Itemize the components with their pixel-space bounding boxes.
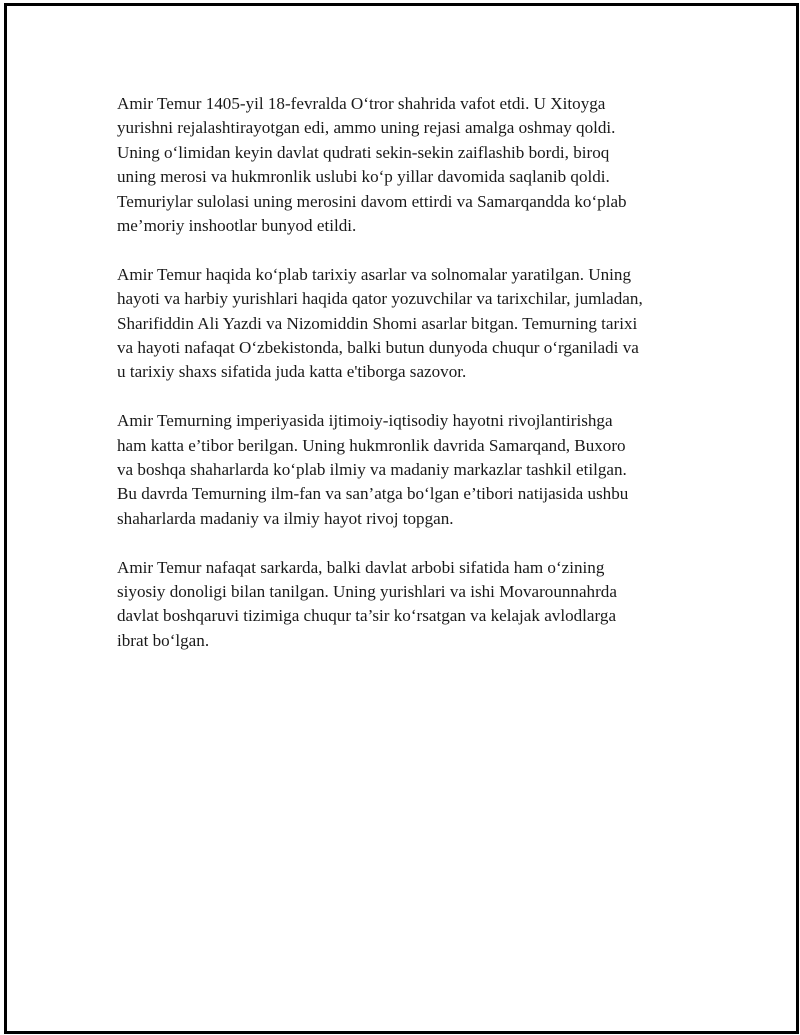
text-line: va hayoti nafaqat O‘zbekistonda, balki butun dunyoda chuqur o‘rganiladi va [117, 338, 639, 358]
text-line: ham katta e’tibor berilgan. Uning hukmronlik davrida Samarqand, Buxoro [117, 435, 626, 455]
text-line: siyosiy donoligi bilan tanilgan. Uning yurishlari va ishi Movarounnahrda [117, 582, 617, 602]
text-line: Amir Temurning imperiyasida ijtimoiy-iqtisodiy hayotni rivojlantirishga [117, 411, 613, 431]
paragraph-2 [117, 263, 697, 385]
text-line: Sharifiddin Ali Yazdi va Nizomiddin Shomi asarlar bitgan. Temurning tarixi [117, 313, 638, 333]
text-line: Amir Temur 1405-yil 18-fevralda O‘tror shahrida vafot etdi. U Xitoyga [117, 94, 606, 113]
text-line: va boshqa shaharlarda ko‘plab ilmiy va madaniy markazlar tashkil etilgan. [117, 460, 627, 480]
paragraph-1 [117, 92, 697, 238]
text-line: Temuriylar sulolasi uning merosini davom ettirdi va Samarqandda ko‘plab [117, 191, 627, 211]
text-line: Amir Temur nafaqat sarkarda, balki davlat arbobi sifatida ham o‘zining [117, 557, 605, 577]
text-line: hayoti va harbiy yurishlari haqida qator yozuvchilar va tarixchilar, jumladan, [117, 289, 643, 309]
paragraph-3 [117, 409, 697, 531]
text-line: u tarixiy shaxs sifatida juda katta e'tiborga sazovor. [117, 362, 467, 382]
text-line: Uning o‘limidan keyin davlat qudrati sekin-sekin zaiflashib bordi, biroq [117, 142, 610, 162]
text-line: shaharlarda madaniy va ilmiy hayot rivoj topgan. [117, 508, 454, 528]
text-line: me’moriy inshootlar bunyod etildi. [117, 216, 357, 236]
text-line: uning merosi va hukmronlik uslubi ko‘p yillar davomida saqlanib qoldi. [117, 167, 610, 187]
text-line: davlat boshqaruvi tizimiga chuqur ta’sir ko‘rsatgan va kelajak avlodlarga [117, 606, 617, 626]
text-line: yurishni rejalashtirayotgan edi, ammo uning rejasi amalga oshmay qoldi. [117, 118, 616, 138]
text-line: Bu davrda Temurning ilm-fan va san’atga bo‘lgan e’tibori natijasida ushbu [117, 484, 629, 504]
text-line: ibrat bo‘lgan. [117, 630, 210, 650]
document-body [117, 92, 697, 678]
paragraph-4 [117, 556, 697, 654]
text-line: Amir Temur haqida ko‘plab tarixiy asarlar va solnomalar yaratilgan. Uning [117, 264, 631, 284]
